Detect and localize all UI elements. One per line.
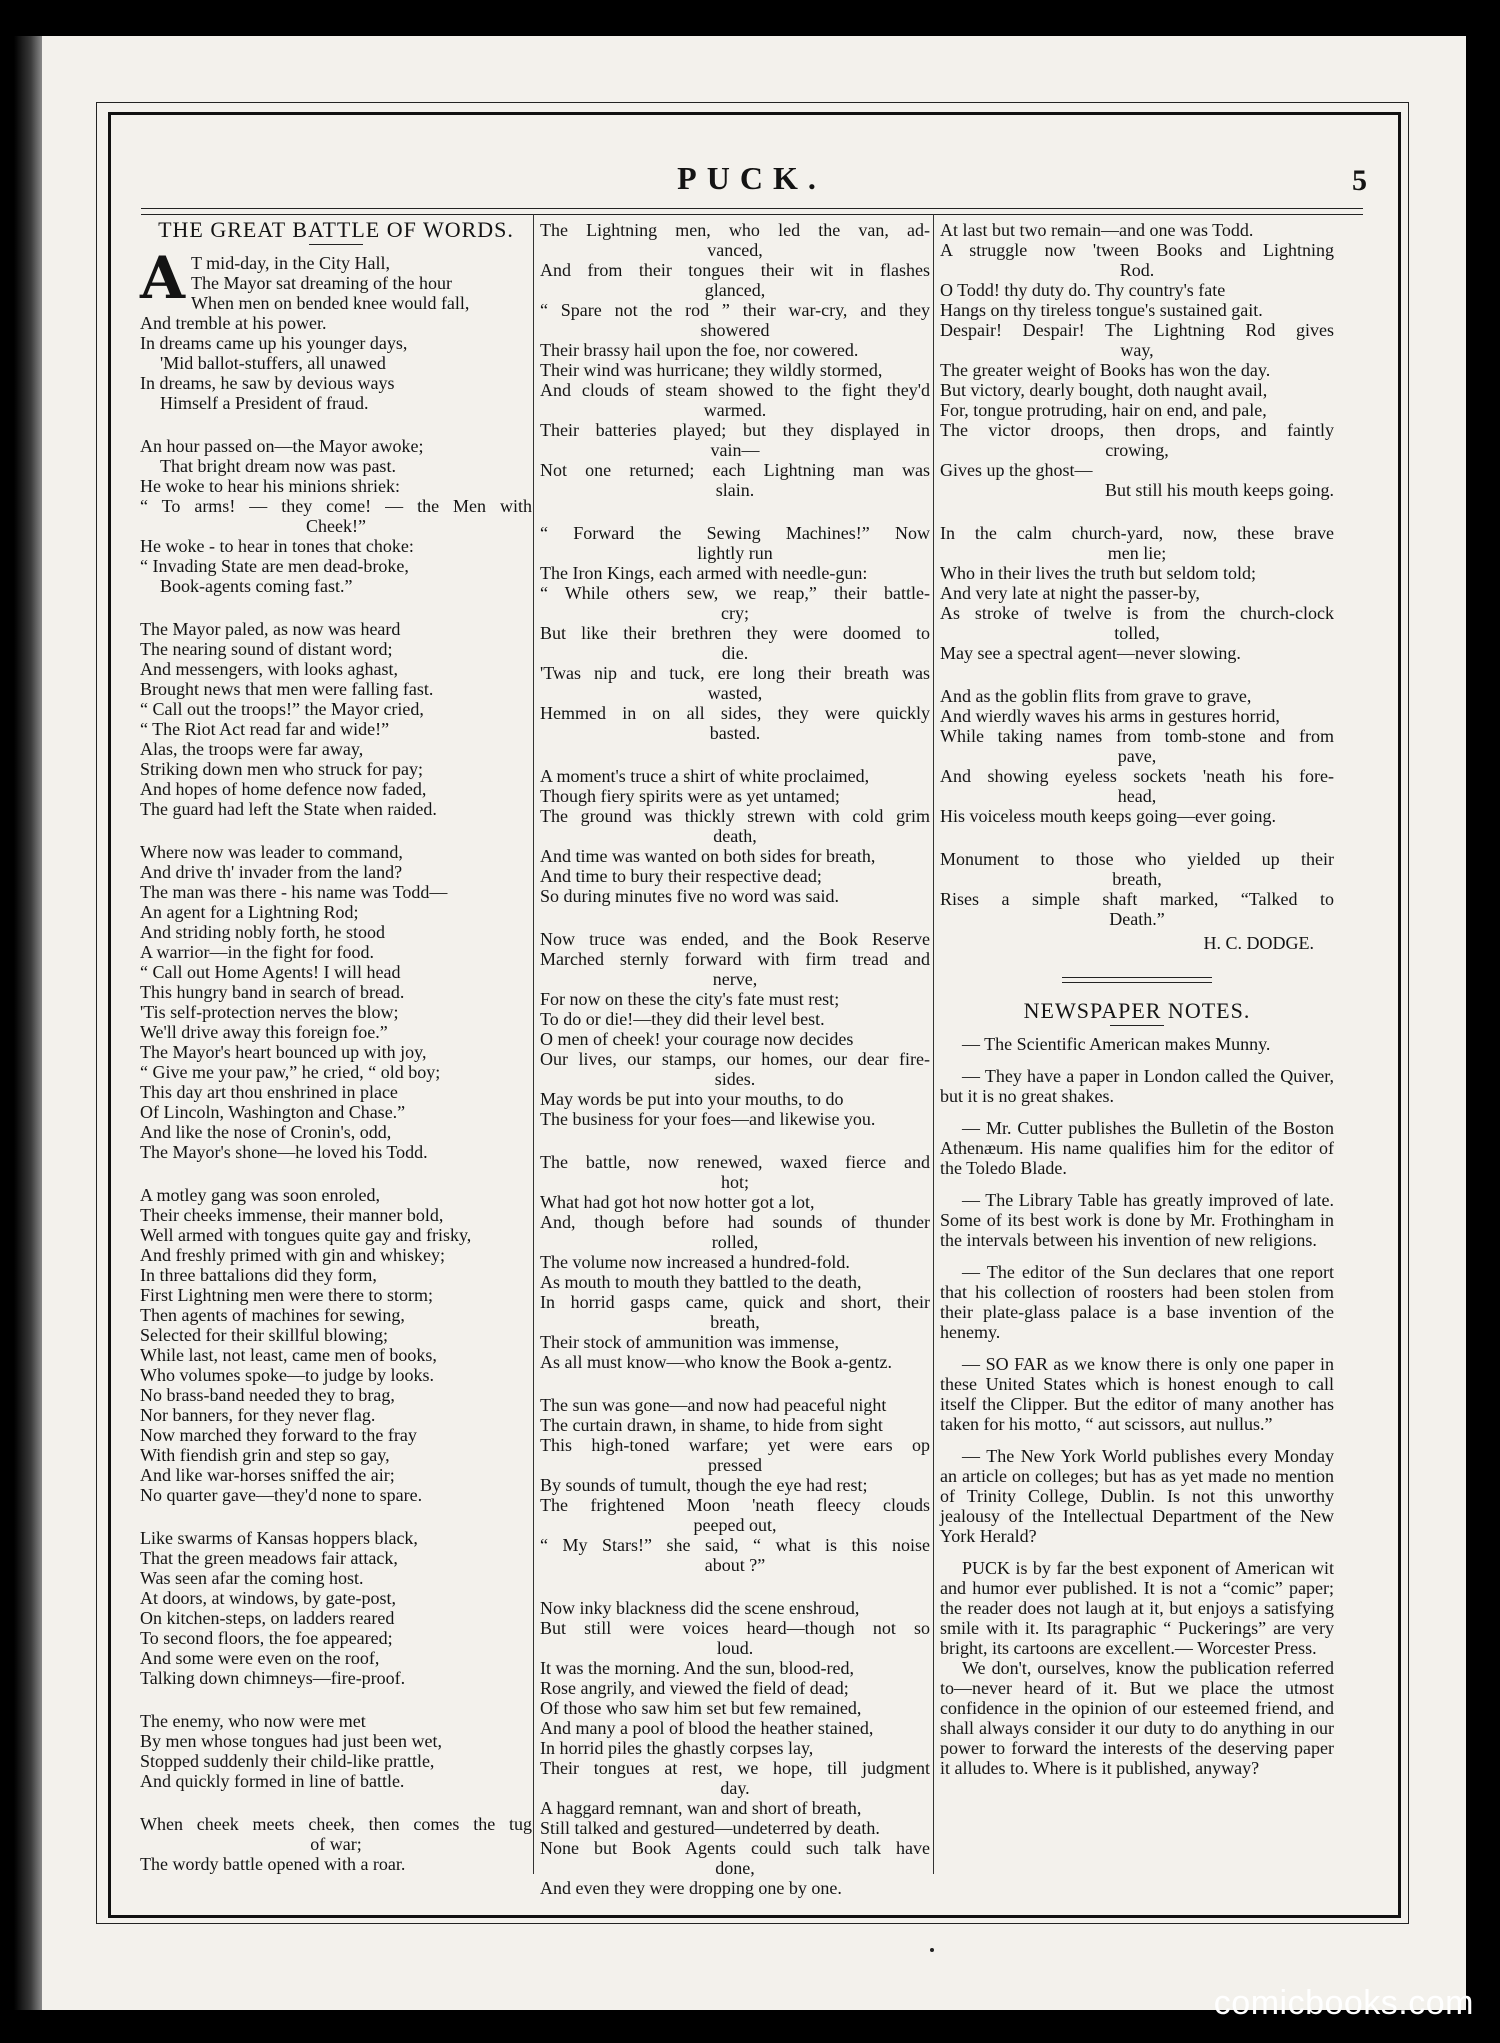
notes-heading: NEWSPAPER NOTES. [1023,998,1251,1023]
poem-line: As all must know—who know the Book a-gentz. [540,1352,892,1372]
poem-stanza [940,686,1334,826]
page-number: 5 [1352,164,1367,197]
poem-line: Rises a simple shaft marked, “Talked to [940,889,1334,909]
poem-line: peeped out, [693,1515,777,1535]
poem-line: In dreams, he saw by devious ways [140,373,395,393]
poem-line: “ To arms! — they come! — the Men with [140,496,532,516]
poem-line: The Lightning men, who led the van, ad- [540,220,930,240]
poem-line: Now truce was ended, and the Book Reserve [540,929,930,949]
note-paragraph: — Mr. Cutter publishes the Bulletin of the Boston Athenæum. His name qualifies him for the editor of the Toledo Blade. [940,1118,1334,1178]
poem-line: Then agents of machines for sewing, [140,1305,405,1325]
note-paragraph: — They have a paper in London called the Quiver, but it is no great shakes. [940,1066,1334,1106]
poem-line: Nor banners, for they never flag. [140,1405,376,1425]
poem-line: Not one returned; each Lightning man was [540,460,930,480]
poem-author: H. C. DODGE. [1203,933,1314,953]
poem-line: tolled, [1114,623,1160,643]
poem-line: Talking down chimneys—fire-proof. [140,1668,406,1688]
poem-line: At last but two remain—and one was Todd. [940,220,1254,240]
poem-line: Who volumes spoke—to judge by looks. [140,1365,434,1385]
poem-line: For, tongue protruding, hair on end, and pale, [940,400,1267,420]
poem-line: The battle, now renewed, waxed fierce and [540,1152,930,1172]
poem-stanza [140,1528,532,1688]
poem-line: Striking down men who struck for pay; [140,759,423,779]
poem-line: Stopped suddenly their child-like prattle, [140,1751,435,1771]
poem-line: And as the goblin flits from grave to grave, [940,686,1252,706]
poem-line: Though fiery spirits were as yet untamed; [540,786,840,806]
poem-line: The victor droops, then drops, and faintly [940,420,1334,440]
poem-line: And from their tongues their wit in flashes [540,260,930,280]
poem-line: “ Invading State are men dead-broke, [140,556,409,576]
poem-line: Was seen afar the coming host. [140,1568,364,1588]
poem-stanza [140,1185,532,1505]
poem-line: about ?” [704,1555,766,1575]
poem-line: And clouds of steam showed to the fight they'd [540,380,930,400]
masthead [108,112,1395,210]
poem-stanza [540,1152,930,1372]
poem-stanza [140,842,532,1162]
poem-line: rolled, [711,1232,759,1252]
poem-line: And quickly formed in line of battle. [140,1771,405,1791]
poem-line: Hemmed in on all sides, they were quickly [540,703,930,723]
poem-stanza [540,523,930,743]
poem-line: And showing eyeless sockets 'neath his fore- [940,766,1334,786]
poem-line: We'll drive away this foreign foe.” [140,1022,388,1042]
poem-stanza [140,436,532,596]
poem-line: In horrid piles the ghastly corpses lay, [540,1738,814,1758]
poem-line: vain— [710,440,760,460]
poem-line: warmed. [703,400,767,420]
poem-line: “ Call out the troops!” the Mayor cried, [140,699,424,719]
poem-line: And some were even on the roof, [140,1648,380,1668]
poem-line: pressed [708,1455,762,1475]
heading-rule [1110,1025,1164,1026]
poem-line: “ The Riot Act read far and wide!” [140,719,390,739]
poem-line: It was the morning. And the sun, blood-red, [540,1658,854,1678]
poem-line: And like war-horses sniffed the air; [140,1465,395,1485]
poem-line: O Todd! thy duty do. Thy country's fate [940,280,1226,300]
poem-line: That bright dream now was past. [160,456,396,476]
poem-line: Selected for their skillful blowing; [140,1325,388,1345]
poem-line: Like swarms of Kansas hoppers black, [140,1528,418,1548]
poem-line: nerve, [712,969,758,989]
poem-line: A warrior—in the fight for food. [140,942,374,962]
poem-line: But still his mouth keeps going. [1104,480,1334,500]
poem-line: By sounds of tumult, though the eye had rest; [540,1475,868,1495]
poem-line: “ Give me your paw,” he cried, “ old boy; [140,1062,441,1082]
poem-line: done, [715,1858,755,1878]
poem-line: Hangs on thy tireless tongue's sustained gait. [940,300,1263,320]
poem-line: Their wind was hurricane; they wildly stormed, [540,360,883,380]
poem-line: None but Book Agents could such talk have [540,1838,930,1858]
poem-line: The wordy battle opened with a roar. [140,1854,406,1874]
poem-line: First Lightning men were there to storm; [140,1285,433,1305]
right-column [940,220,1334,1778]
poem-line: The ground was thickly strewn with cold grim [540,806,930,826]
poem-line: So during minutes five no word was said. [540,886,839,906]
poem-line: And, though before had sounds of thunder [540,1212,930,1232]
poem-line: of war; [310,1834,362,1854]
section-separator [1062,977,1212,983]
poem-line: He woke to hear his minions shriek: [140,476,400,496]
poem-line: While last, not least, came men of books, [140,1345,437,1365]
poem-line: As stroke of twelve is from the church-clock [940,603,1334,623]
poem-line: Brought news that men were falling fast. [140,679,434,699]
poem-line: And hopes of home defence now faded, [140,779,427,799]
poem-stanza [940,523,1334,663]
poem-line: As mouth to mouth they battled to the death, [540,1272,862,1292]
note-paragraph: — The editor of the Sun declares that one report that his collection of roosters had been stolen from their plate-glass palace is a base invention of the henemy. [940,1262,1334,1342]
note-paragraph: — The Scientific American makes Munny. [962,1034,1271,1054]
poem-line: glanced, [704,280,766,300]
poem-line: His voiceless mouth keeps going—ever going. [940,806,1276,826]
poem-column-2 [540,220,930,1921]
poem-line: But like their brethren they were doomed to [540,623,930,643]
poem-line: wasted, [707,683,763,703]
poem-line: An agent for a Lightning Rod; [140,902,359,922]
poem-line: Despair! Despair! The Lightning Rod gives [940,320,1334,340]
poem-line: Death.” [1109,909,1165,929]
poem-line: cry; [721,603,749,623]
poem-line: The guard had left the State when raided. [140,799,437,819]
poem-line: loud. [716,1638,754,1658]
poem-line: On kitchen-steps, on ladders reared [140,1608,395,1628]
poem-stanza [540,766,930,906]
poem-line: vanced, [707,240,763,260]
poem-line: The frightened Moon 'neath fleecy clouds [540,1495,930,1515]
poem-line: The volume now increased a hundred-fold. [540,1252,850,1272]
poem-line: “ Forward the Sewing Machines!” Now [540,523,930,543]
poem-line: Rod. [1119,260,1155,280]
poem-line: In three battalions did they form, [140,1265,377,1285]
poem-line: Who in their lives the truth but seldom told; [940,563,1256,583]
poem-line: The sun was gone—and now had peaceful night [540,1395,887,1415]
poem-line: In dreams came up his younger days, [140,333,408,353]
poem-line: The curtain drawn, in shame, to hide from sight [540,1415,883,1435]
poem-line: And tremble at his power. [140,313,327,333]
poem-line: To second floors, the foe appeared; [140,1628,393,1648]
note-paragraph: — SO FAR as we know there is only one paper in these United States which is honest enough to call itself the Clipper. But the editor of many another has taken for his motto, “ aut scissors, aut nullus.” [940,1354,1334,1434]
poem-line: O men of cheek! your courage now decides [540,1029,854,1049]
poem-line: This day art thou enshrined in place [140,1082,398,1102]
poem-line: And wierdly waves his arms in gestures horrid, [940,706,1280,726]
poem-line: day. [720,1778,750,1798]
poem-line: Rose angrily, and viewed the field of dead; [540,1678,849,1698]
poem-stanza [940,849,1334,929]
poem-line: Where now was leader to command, [140,842,403,862]
poem-line: The nearing sound of distant word; [140,639,393,659]
poem-line: Our lives, our stamps, our homes, our dear fire- [540,1049,930,1069]
poem-stanza [540,929,930,1129]
poem-line: 'Twas nip and tuck, ere long their breath was [540,663,930,683]
poem-line: “ My Stars!” she said, “ what is this noise [540,1535,930,1555]
column-divider [933,214,934,1874]
poem-line: An hour passed on—the Mayor awoke; [140,436,424,456]
poem-line: head, [1117,786,1157,806]
poem-line: death, [713,826,757,846]
poem-line: This hungry band in search of bread. [140,982,405,1002]
poem-line: Now marched they forward to the fray [140,1425,417,1445]
poem-line: When cheek meets cheek, then comes the tug [140,1814,532,1834]
poem-stanza [540,220,930,500]
header-rule [141,208,1363,215]
poem-line: Their tongues at rest, we hope, till judgment [540,1758,930,1778]
poem-line: No quarter gave—they'd none to spare. [140,1485,423,1505]
column-divider [533,214,534,1874]
note-paragraph: — The Library Table has greatly improved of late. Some of its best work is done by Mr. Frothingham in the intervals between his invention of new religions. [940,1190,1334,1250]
poem-stanza [540,1598,930,1898]
poem-line: Their stock of ammunition was immense, [540,1332,839,1352]
poem-line: “ While others sew, we reap,” their battle- [540,583,930,603]
page-gutter-shadow [14,36,42,2010]
poem-line: And time was wanted on both sides for breath, [540,846,876,866]
poem-line: And like the nose of Cronin's, odd, [140,1122,392,1142]
poem-line: And time to bury their respective dead; [540,866,822,886]
poem-line: pave, [1117,746,1157,766]
poem-line: Himself a President of fraud. [160,393,369,413]
poem-line: He woke - to hear in tones that choke: [140,536,414,556]
note-paragraph: — The New York World publishes every Monday an article on colleges; but has as yet made no mention of Trinity College, Dublin. Is not this unworthy jealousy of the Intellectual Department of the New York Herald? [940,1446,1334,1546]
poem-line: Gives up the ghost— [940,460,1093,480]
poem-line: Of those who saw him set but few remained, [540,1698,862,1718]
poem-heading: THE GREAT BATTLE OF WORDS. [158,217,514,242]
poem-line: 'Mid ballot-stuffers, all unawed [160,353,386,373]
poem-stanza [940,220,1334,500]
poem-line: A haggard remnant, wan and short of breath, [540,1798,862,1818]
poem-line: A moment's truce a shirt of white proclaimed, [540,766,870,786]
poem-line: 'Tis self-protection nerves the blow; [140,1002,399,1022]
poem-line: The business for your foes—and likewise you. [540,1109,876,1129]
poem-line: To do or die!—they did their level best. [540,1009,825,1029]
poem-line: The Mayor paled, as now was heard [140,619,401,639]
poem-line: With fiendish grin and step so gay, [140,1445,390,1465]
poem-stanza [140,244,532,413]
poem-line: Well armed with tongues quite gay and frisky, [140,1225,472,1245]
poem-line: May see a spectral agent—never slowing. [940,643,1241,663]
drop-cap: A [140,244,186,312]
note-paragraph: PUCK is by far the best exponent of American wit and humor ever published. It is not a “comic” paper; the reader does not laugh at it, but enjoys a satisfying smile with it. Its paragraphic “ Puckerings” are very bright, its cartoons are excellent.— Worcester Press. [940,1558,1334,1658]
poem-line: No brass-band needed they to brag, [140,1385,395,1405]
print-speck [930,1948,934,1952]
poem-line: This high-toned warfare; yet were ears op [540,1435,930,1455]
poem-line: But victory, dearly bought, doth naught avail, [940,380,1268,400]
poem-line: The Iron Kings, each armed with needle-gun: [540,563,868,583]
poem-line: Book-agents coming fast.” [160,576,353,596]
site-watermark: comicbooks.com [1213,1984,1474,2022]
poem-line: May words be put into your mouths, to do [540,1089,844,1109]
poem-line: Of Lincoln, Washington and Chase.” [140,1102,406,1122]
poem-line: Their batteries played; but they displayed in [540,420,930,440]
poem-stanza [140,1814,532,1874]
poem-line: Their brassy hail upon the foe, nor cowered. [540,340,859,360]
poem-line: By men whose tongues had just been wet, [140,1731,442,1751]
poem-line: And many a pool of blood the heather stained, [540,1718,874,1738]
poem-line: The greater weight of Books has won the day. [940,360,1271,380]
poem-line: showered [700,320,770,340]
poem-line: And drive th' invader from the land? [140,862,403,882]
poem-line: basted. [709,723,761,743]
poem-line: hot; [720,1172,749,1192]
note-paragraph: We don't, ourselves, know the publication referred to—never heard of it. But we place the utmost confidence in the opinion of our esteemed friend, and shall always consider it our duty to do anything in our power to forward the interests of the deserving paper it alludes to. Where is it published, anyway? [940,1658,1334,1778]
poem-line: The Mayor's heart bounced up with joy, [140,1042,427,1062]
poem-line: In the calm church-yard, now, these brave [940,523,1334,543]
poem-line: “ Spare not the rod ” their war-cry, and they [540,300,930,320]
poem-stanza [140,1711,532,1791]
poem-line: But still were voices heard—though not so [540,1618,930,1638]
poem-line: While taking names from tomb-stone and from [940,726,1334,746]
poem-line: “ Call out Home Agents! I will head [140,962,401,982]
poem-line: And very late at night the passer-by, [940,583,1200,603]
poem-line: The Mayor's shone—he loved his Todd. [140,1142,428,1162]
poem-line: When men on bended knee would fall, [191,293,470,313]
poem-line: sides. [714,1069,756,1089]
poem-line: Still talked and gestured—undeterred by death. [540,1818,880,1838]
poem-line: The enemy, who now were met [140,1711,366,1731]
poem-line: breath, [1112,869,1162,889]
poem-line: Their cheeks immense, their manner bold, [140,1205,444,1225]
poem-column-1 [140,217,532,1897]
heading-rule [309,244,363,245]
poem-line: Monument to those who yielded up their [940,849,1334,869]
poem-line: lightly run [697,543,773,563]
poem-line: What had got hot now hotter got a lot, [540,1192,815,1212]
poem-line: A motley gang was soon enroled, [140,1185,380,1205]
poem-line: T mid-day, in the City Hall, [191,253,390,273]
poem-line: Now inky blackness did the scene enshroud, [540,1598,860,1618]
poem-line: The Mayor sat dreaming of the hour [191,273,452,293]
poem-stanza [140,619,532,819]
poem-line: At doors, at windows, by gate-post, [140,1588,396,1608]
poem-stanza [540,1395,930,1575]
poem-line: men lie; [1107,543,1167,563]
poem-line: A struggle now 'tween Books and Lightning [940,240,1334,260]
poem-line: die. [721,643,749,663]
poem-line: And striding nobly forth, he stood [140,922,385,942]
poem-line: For now on these the city's fate must rest; [540,989,840,1009]
publication-title: PUCK. [677,160,826,196]
poem-line: Cheek!” [306,516,366,536]
poem-line: crowing, [1105,440,1169,460]
poem-line: In horrid gasps came, quick and short, their [540,1292,930,1312]
poem-line: And messengers, with looks aghast, [140,659,398,679]
poem-line: That the green meadows fair attack, [140,1548,398,1568]
poem-line: Alas, the troops were far away, [140,739,364,759]
poem-line: The man was there - his name was Todd— [140,882,448,902]
poem-line: And freshly primed with gin and whiskey; [140,1245,445,1265]
poem-line: And even they were dropping one by one. [540,1878,842,1898]
poem-line: breath, [710,1312,760,1332]
poem-line: Marched sternly forward with firm tread and [540,949,930,969]
poem-line: way, [1120,340,1154,360]
poem-line: slain. [715,480,755,500]
